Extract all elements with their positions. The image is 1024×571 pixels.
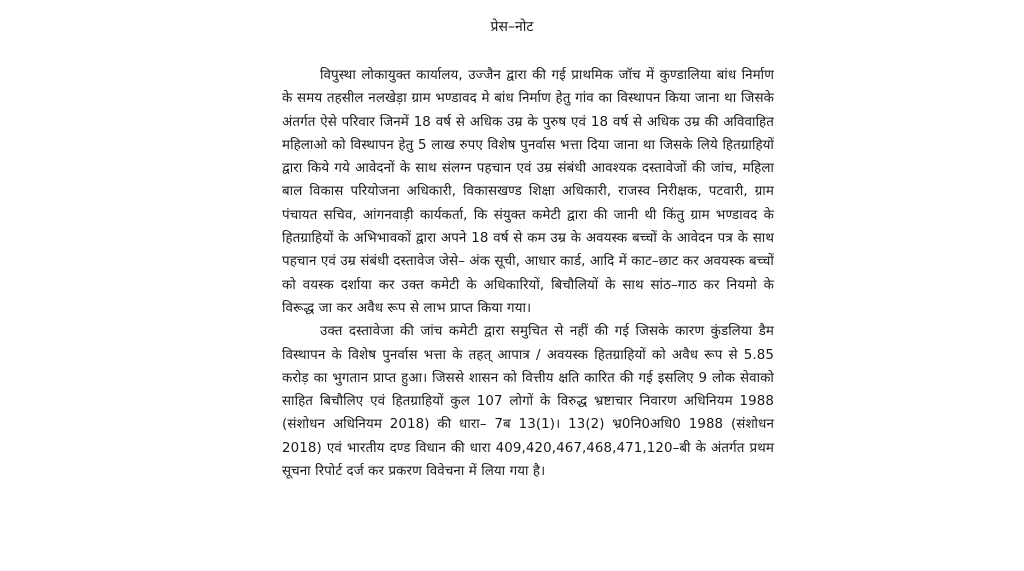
press-note-body	[282, 64, 774, 483]
page-title: प्रेस–नोट	[490, 19, 534, 35]
paragraph-1: विपुस्था लोकायुक्त कार्यालय, उज्जैन द्वारा की गई प्राथमिक जॉच में कुण्डालिया बांध निर्माण के समय तहसील नलखेड़ा ग्राम भण्डावद मे बांध निर्माण हेतु गांव का विस्थापन किया जाना था जिसके अंतर्गत ऐसे परिवार जिनमें 18 वर्ष से अधिक उम्र के पुरुष एवं 18 वर्ष से अधिक उम्र की अविवाहित महिलाओ को विस्थापन हेतु 5 लाख रुपए विशेष पुनर्वास भत्ता दिया जाना था जिसके लिये हितग्राहियों द्वारा किये गये आवेदनों के साथ संलग्न पहचान एवं उम्र संबंधी आवश्यक दस्तावेजों की जांच, महिला बाल विकास परियोजना अधिकारी, विकासखण्ड शिक्षा अधिकारी, राजस्व निरीक्षक, पटवारी, ग्राम पंचायत सचिव, आंगनवाड़ी कार्यकर्ता, कि संयुक्त कमेटी द्वारा की जानी थी किंतु ग्राम भण्डावद के हितग्राहियों के अभिभावकों द्वारा अपने 18 वर्ष से कम उम्र के अवयस्क बच्चों के आवेदन पत्र के साथ पहचान एवं उम्र संबंधी दस्तावेज जेसे– अंक सूची, आधार कार्ड, आदि में काट–छाट कर अवयस्क बच्चों को वयस्क दर्शाया कर उक्त कमेटी के अधिकारियों, बिचौलियों के साथ सांठ–गाठ कर नियमो के विरूद्ध जा कर अवैध रूप से लाभ प्राप्त किया गया।	[282, 68, 774, 316]
paragraph-2: उक्त दस्तावेजा की जांच कमेटी द्वारा समुचित से नहीं की गई जिसके कारण कुंडलिया डैम विस्थापन के विशेष पुनर्वास भत्ता के तहत् आपात्र / अवयस्क हितग्राहियों को अवैध रूप से 5.85 करोड़ का भुगतान प्राप्त हुआ। जिससे शासन को वित्तीय क्षति कारित की गई इसलिए 9 लोक सेवाको साहित बिचौलिए एवं हितग्राहियों कुल 107 लोगों के विरुद्ध भ्रष्टाचार निवारण अधिनियम 1988 (संशोधन अधिनियम 2018) की धारा– 7ब 13(1)। 13(2) भ्र0नि0अधि0 1988 (संशोधन 2018) एवं भारतीय दण्ड विधान की धारा 409,420,467,468,471,120–बी के अंतर्गत प्रथम सूचना रिपोर्ट दर्ज कर प्रकरण विवेचना में लिया गया है।	[282, 324, 774, 480]
